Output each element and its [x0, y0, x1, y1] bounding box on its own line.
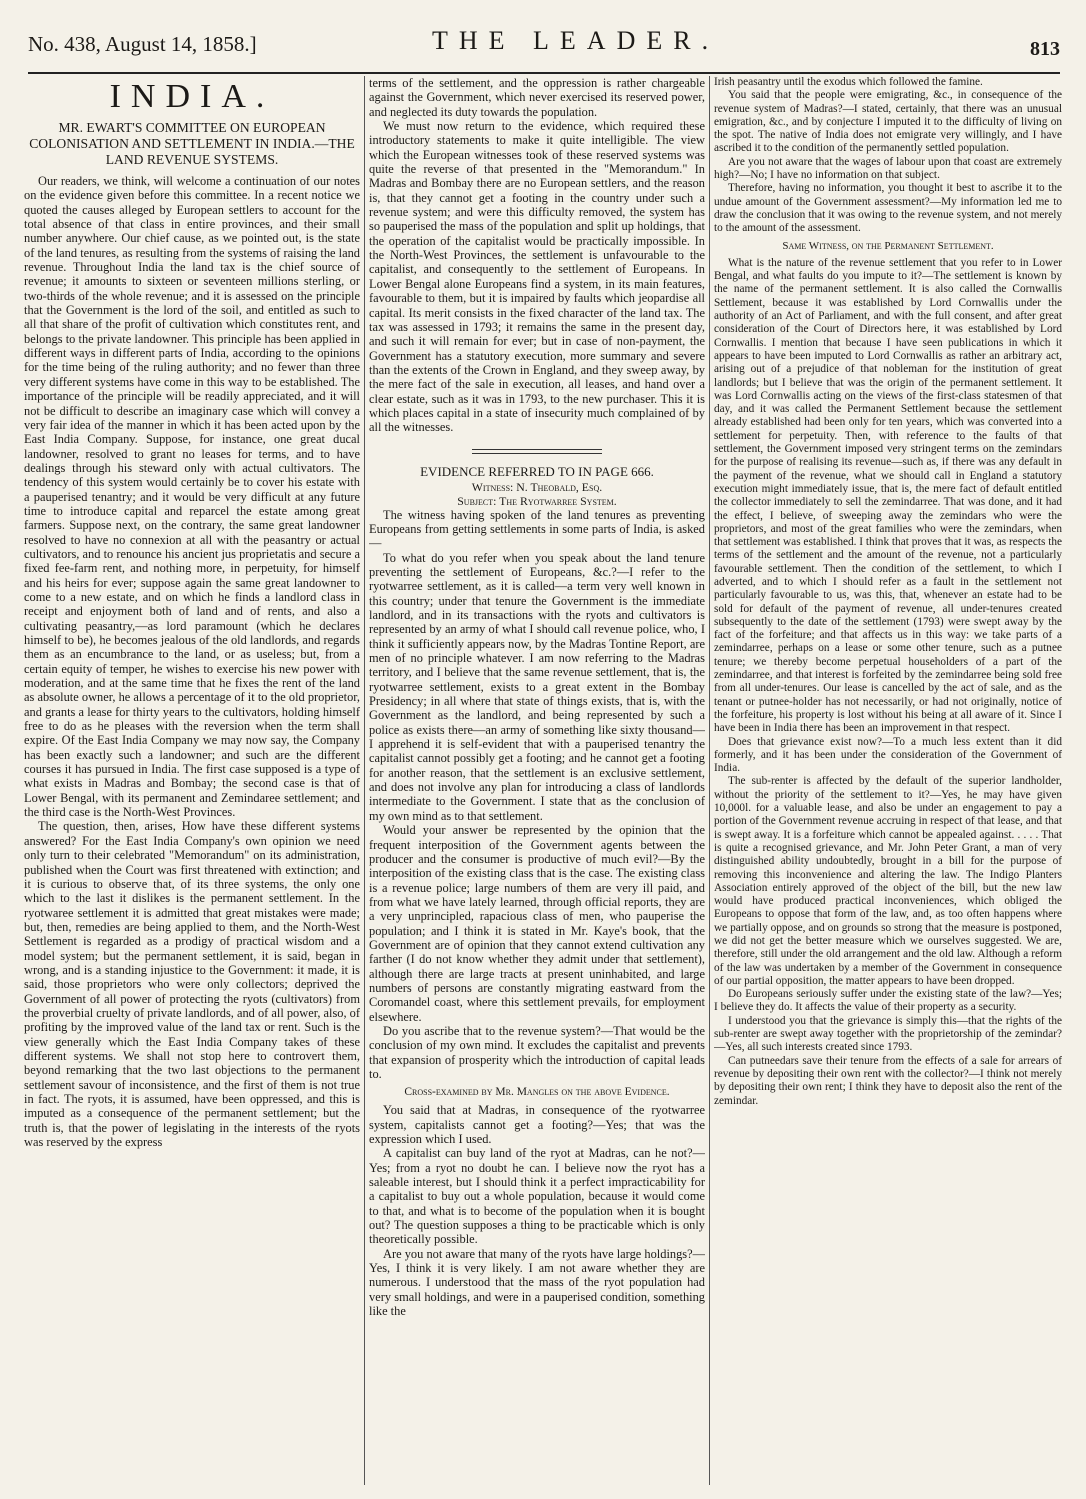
paragraph: Are you not aware that the wages of labour upon that coast are extremely high?—No; I have no information on that subject. [714, 155, 1062, 182]
paragraph: A capitalist can buy land of the ryot at Madras, can he not?—Yes; from a ryot no doubt he can. I believe now the ryot has a saleable interest, but I should think it a perfect impracticability for a capitalist to buy out a whole population, because it would come to that, and what is to become of the population when it is bought out? The question supposes a thing to be practicable which is only theoretically possible. [369, 1146, 705, 1247]
paragraph: terms of the settlement, and the oppression is rather chargeable against the Government, which never exercised its reserved power, and neglected its duty towards the population. [369, 76, 705, 119]
column-divider [364, 76, 365, 1485]
paragraph: Can putneedars save their tenure from the effects of a sale for arrears of revenue by depositing their own rent with the collector?—I think not merely by depositing their own rent; I think they have to deposit also the rent of the zemindar. [714, 1054, 1062, 1107]
section-divider [472, 449, 602, 454]
paragraph: Irish peasantry until the exodus which followed the famine. [714, 76, 983, 88]
evidence-title: EVIDENCE REFERRED TO IN PAGE 666. [420, 463, 654, 479]
paragraph: The witness having spoken of the land tenures as preventing Europeans from getting settlements in some parts of India, is asked— [369, 507, 705, 551]
paragraph: Our readers, we think, will welcome a continuation of our notes on the evidence given before this committee. In a recent notice we quoted the causes alleged by European settlers to account for the total absence of that class in entire provinces, and their small number anywhere. Our chief cause, as we pointed out, is the state of the land tenures, as resulting from the systems of raising the land revenue. Throughout India the land tax is the chief source of revenue; it amounts to sixteen or seventeen millions sterling, or two-thirds of the whole revenue; and it is assessed on the principle that the Government is the lord of the soil, and entitled as such to all that share of the profit of cultivation which constitutes rent, and belongs to the private landowner. This principle has been applied in different ways in different parts of India, according to the opinions for the time being of the ruling authority; and no fewer than three very different systems have come in this way to be established. The importance of the principle will be readily appreciated, and it will not be difficult to describe an imaginary case which will convey a very fair idea of the manner in which it has been acted upon by the East India Company. Suppose, for instance, one great ducal landowner, resolved to grant no leases for terms, and to have dealings through his steward only with actual cultivators. The tendency of this system would certainly be to cover his estate with a pauperised tenantry; and it would be very difficult at any future time to introduce capital and reparcel the estate among great farmers. Suppose next, on the contrary, the same great landowner resolved to have no connexion at all with the peasantry or actual cultivators, and to renounce his ancient jus proprietatis and secure a fixed fee-farm rent, and nothing more, in perpetuity, for himself and his heirs for ever; suppose again the same great landowner to come to a new estate, and on which he finds a landlord class in receipt and enjoyment both of land and of rents, and also a cultivating peasantry,—as lord paramount (which he declares himself to be), he becomes jealous of the old landlords, and regards them as an encumbrance to the land, or as useless; but, from a certain equity of temper, he wishes to exercise his new power with moderation, and at the same time that he fixes the rent of the land as absolute owner, he allows a percentage of it to the old proprietor, and grants a lease for thirty years to the cultivators, holding himself free to do as he pleases with the reversion when the term shall expire. Of the East India Company we may now say, the Company has been exactly such a landowner; and such are the different courses it has pursued in India. The first case supposed is a type of what exists in Madras and Bombay; the second case is that of Lower Bengal, with its permanent and Zemindaree settlement; and the third case is the North-West Provinces. [24, 174, 360, 820]
column-2 [369, 76, 705, 1485]
paragraph: The question, then, arises, How have these different systems answered? For the East India Company's own opinion we need only turn to their celebrated "Memorandum" on its administration, published when the Court was first threatened with extinction; and it is curious to observe that, of its three systems, the only one which to the last it dislikes is the permanent settlement. In the ryotwaree settlement it is admitted that great mistakes were made; but, then, remedies are being applied to them, and the North-West Settlement is regarded as a prodigy of practical wisdom and a model system; but the permanent settlement, it is said, began in wrong, and is a standing injustice to the Government: it made, it is said, those proprietors who were only collectors; deprived the Government of all power of protecting the ryots (cultivators) from the proverbial cruelty of private landlords, and of all power, also, of profiting by the improved value of the land tax or rent. Such is the view generally which the East India Company takes of these different systems. We shall not stop here to controvert them, beyond remarking that the two last objections to the permanent settlement savour of inconsistence, and the first of them is not true in fact. The ryots, it is assumed, have been oppressed, and this is imputed as a consequence of the permanent settlement; but the truth is, that the power of legislating in the interests of the ryots was reserved by the express [24, 819, 360, 1150]
page-number: 813 [1030, 38, 1060, 60]
masthead-rule [28, 72, 1060, 74]
column-divider [709, 76, 710, 1485]
paragraph: Would your answer be represented by the opinion that the frequent interposition of the Government agents between the producer and the consumer is productive of much evil?—By the interposition of the existing class that is the case. The existing class is a revenue police; large numbers of them are very ill paid, and from what we have lately learned, through official reports, they are a very unprincipled, rapacious class of men, who pauperise the population; and I think it is stated in Mr. Kaye's book, that the Government are of opinion that they cannot extend cultivation any farther (I do not know whether they admit under that settlement), although there are large tracts at present uninhabited, and large numbers of persons are constantly migrating eastward from the Coromandel coast, where this settlement prevails, for employment elsewhere. [369, 823, 705, 1024]
witness-heading: Same Witness, on the Permanent Settlement. [782, 239, 994, 252]
paragraph: Therefore, having no information, you thought it best to ascribe it to the undue amount of the Government assessment?—My information led me to draw the conclusion that it was owing to the revenue system, and not merely to the amount of the assessment. [714, 182, 1062, 235]
paragraph: I understood you that the grievance is simply this—that the rights of the sub-renter are swept away together with the proprietorship of the zemindar?—Yes, all such interests created since 1793. [714, 1014, 1062, 1054]
article-headline: MR. EWART'S COMMITTEE ON EUROPEAN COLONISATION AND SETTLEMENT IN INDIA.—THE LAND REVENUE SYSTEMS. [29, 120, 355, 167]
paragraph: You said that the people were emigrating, &c., in consequence of the revenue system of Madras?—I stated, certainly, that there was an unusual emigration, &c., and by conjecture I imputed it to the difficulty of living on the spot. The native of India does not emigrate very willingly, and I have ascribed it to the condition of the permanently settled population. [714, 89, 1062, 155]
column-1 [24, 76, 360, 1485]
masthead [28, 10, 1060, 60]
paragraph: Do Europeans seriously suffer under the existing state of the law?—Yes; I believe they do. It affects the value of their property as a security. [714, 988, 1062, 1014]
evidence-subject: Subject: The Ryotwarree System. [457, 493, 617, 508]
paragraph: You said that at Madras, in consequence of the ryotwarree system, capitalists cannot get a footing?—Yes; that was the expression which I used. [369, 1103, 705, 1147]
paragraph: To what do you refer when you speak about the land tenure preventing the settlement of Europeans, &c.?—I refer to the ryotwarree settlement, as it is called—a term very well known in this country; under that tenure the Government is the immediate landlord, and in its transactions with the ryots and cultivators is represented by an army of what I should call revenue police, who, I think it sufficiently appears now, by the Madras Tontine Report, are men of no principle whatever. I am now referring to the Madras territory, and I believe that the same revenue settlement, that is, the ryotwarree settlement, exists to a great extent in the Bombay Presidency; in all where that state of things exists, that is, with the Government as the landlord, and being represented by such a police as exists there—an army of something like sixty thousand—I apprehend it is self-evident that with a pauperised tenantry the capitalist cannot possibly get a footing; and he cannot get a footing for another reason, that the settlement is an exclusive settlement, and does not involve any plan for introducing a class of landlords intermediate to the Government. I state that as the conclusion of my own mind as to that settlement. [369, 550, 705, 823]
paragraph: The sub-renter is affected by the default of the superior landholder, without the priority of the settlement to it?—Yes, he may have given 10,000l. for a valuable lease, and also be under an engagement to pay a portion of the Government revenue accruing in respect of that lease, and that is swept away. It is a forfeiture which cannot be appealed against. . . . . That is quite a recognised grievance, and Mr. John Peter Grant, a man of very distinguished ability undoubtedly, brought in a bill for the purpose of removing this inconvenience and altering the law. The Indigo Planters Association entirely approved of the object of the bill, but the new law would have produced practical inconveniences, which obliged the Europeans to oppose that form of the law, and, as too often happens where we partially oppose, and on grounds so strong that the measure is postponed, we did not get the better measure which we ourselves suggested. We are, therefore, still under the old arrangement and the old law. Although a reform of the law was undertaken by a member of the Government in consequence of our partial opposition, the matter appears to have been dropped. [714, 775, 1062, 987]
newspaper-title: THE LEADER. [432, 26, 720, 55]
section-title: INDIA. [109, 78, 275, 115]
column-3 [714, 76, 1062, 1485]
paragraph: Are you not aware that many of the ryots have large holdings?—Yes, I think it is very likely. I am not aware whether they are numerous. I understood that the mass of the ryot population had very small holdings, and were in a pauperised condition, something like the [369, 1246, 705, 1319]
paragraph: We must now return to the evidence, which required these introductory statements to make it quite intelligible. The view which the European witnesses took of these reserved systems was quite the reverse of that presented in the "Memorandum." In Madras and Bombay there are no European settlers, and the reason is, that they cannot get a footing in the country under such a revenue system; and were this difficulty removed, the system has so pauperised the mass of the population and split up holdings, that the operation of the capitalist would be practically impossible. In the North-West Provinces, the settlement is unfavourable to the capitalist, and consequently to the settlement of Europeans. In Lower Bengal alone Europeans find a system, in its main features, favourable to them, but it is impaired by faults which jeopardise all capital. Its merit consists in the fixed character of the land tax. The tax was assessed in 1793; it remains the same in the present day, and such it will remain for ever; but in case of non-payment, the Government has a statutory execution, more summary and severe than the extents of the Crown in England, and they sweep away, by the mere fact of the sale in execution, all leases, and hand over a clear estate, such as it was in 1793, to the new purchaser. This it is which places capital in a state of insecurity much complained of by all the witnesses. [369, 119, 705, 435]
paragraph: Do you ascribe that to the revenue system?—That would be the conclusion of my own mind. It excludes the capitalist and prevents that expansion of prosperity which the introduction of capital leads to. [369, 1023, 705, 1081]
paragraph: What is the nature of the revenue settlement that you refer to in Lower Bengal, and what faults do you impute to it?—The settlement is known by the name of the permanent settlement. It is also called the Cornwallis Settlement, because it was established by Lord Cornwallis under the authority of an Act of Parliament, and with the full consent, and after great consideration of the Court of Directors here, it was established by Lord Cornwallis. I mention that because I have seen publications in which it appears to have been imputed to Lord Cornwallis as rather an arbitrary act, arising out of a prejudice of that nobleman for the institution of great landlords; but I believe that was the origin of the permanent settlement. It was Lord Cornwallis acting on the views of the first-class statesmen of that day, and it was called the Permanent Settlement because the settlement already established had been only for ten years, which was converted into a settlement for perpetuity. Then, with reference to the faults of that settlement, the Government imposed very stringent terms on the zemindars for the purpose of realising its revenue—such as, if there was any default in the payment of the revenue, what we should call in England a statutory execution might immediately issue, that is, the mere fact of default entitled the collector immediately to sell the zemindarree. That was done, and it had the effect, I believe, of sweeping away the zemindars who were the proprietors, and most of the great families who were the zemindars, when that settlement was established. I think that proves that it was, as respects the terms of the settlement and the amount of the revenue, not a particularly favourable settlement. Then the condition of the settlement, to which I adverted, and to which I should refer as a fault in the settlement not particularly favourable to us, was this, that, whenever an estate had to be sold for default of the payment of revenue, all under-tenures created subsequently to the date of the settlement (1793) were swept away by the fact of the forfeiture; and that affects us in this way: we take parts of a zemindarree, perhaps on a lease or some other tenure, such as a putnee tenure; we thereby become perpetual householders of a part of the zemindarree, and that interest is forfeited by the zemindarree being sold free from all under-tenures. Our lease is cancelled by the act of sale, and as the tenant or putnee-holder has not necessarily, or had not originally, notice of the forfeiture, his property is lost without his being at all aware of it. Since I have been in India there has been an improvement in that respect. [714, 256, 1062, 735]
cross-examination-heading: Cross-examined by Mr. Mangles on the above Evidence. [404, 1086, 670, 1099]
paragraph: Does that grievance exist now?—To a much less extent than it did formerly, and it has been under the consideration of the Government of India. [714, 735, 1062, 775]
evidence-witness: Witness: N. Theobald, Esq. [471, 479, 603, 494]
issue-date: No. 438, August 14, 1858.] [28, 32, 257, 56]
